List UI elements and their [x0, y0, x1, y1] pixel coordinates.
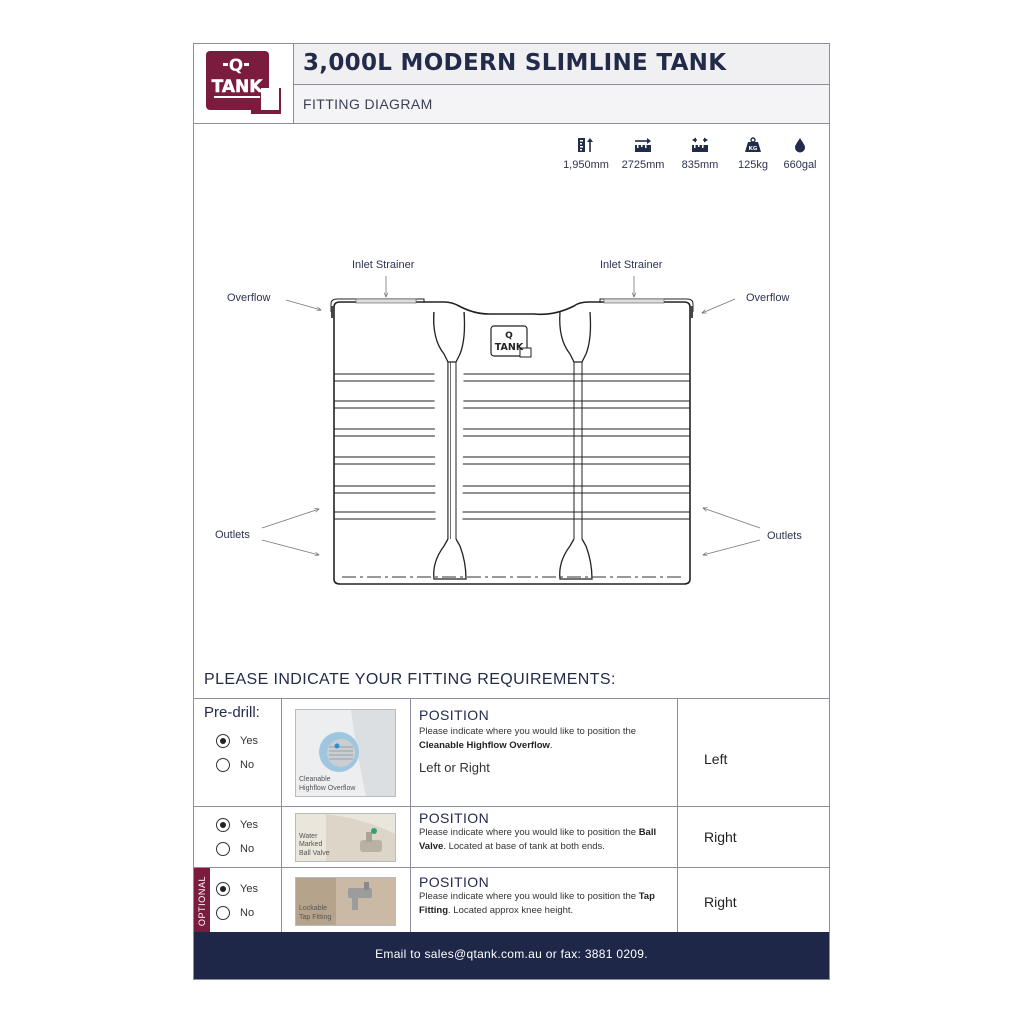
position-title: POSITION — [419, 810, 490, 826]
inlet-strainer-left-label: Inlet Strainer — [352, 259, 415, 271]
photo-caption — [299, 905, 331, 922]
requirements-heading: PLEASE INDICATE YOUR FITTING REQUIREMENTS: — [204, 671, 616, 688]
radio-label: No — [240, 759, 255, 771]
header — [194, 44, 829, 124]
page-subtitle: FITTING DIAGRAM — [303, 96, 433, 112]
table-row — [194, 807, 829, 868]
radio-empty-icon — [216, 842, 230, 856]
height-icon — [577, 137, 595, 153]
instruction-bold: Ball Valve — [419, 827, 657, 852]
logo-word: TANK — [211, 77, 263, 97]
tank-logo-letter: Q — [505, 331, 513, 341]
spec-length — [613, 137, 673, 171]
width-icon — [691, 137, 709, 153]
ball-valve-answer: Right — [704, 829, 737, 845]
table-row — [194, 868, 829, 934]
position-cell — [411, 699, 678, 806]
radio-label: Yes — [240, 883, 258, 895]
table-row — [194, 699, 829, 807]
instruction-text: Please indicate where you would like to position the — [419, 827, 639, 838]
fitting-sheet — [193, 43, 830, 980]
tap-no-radio[interactable] — [216, 906, 254, 920]
length-icon — [634, 137, 652, 153]
overflow-photo — [295, 709, 396, 797]
radio-empty-icon — [216, 758, 230, 772]
spec-width — [670, 137, 730, 171]
footer-contact[interactable]: Email to sales@qtank.com.au or fax: 3881 0209. — [375, 947, 648, 961]
ball-valve-yes-radio[interactable] — [216, 818, 258, 832]
specs-bar — [556, 137, 822, 177]
overflow-answer: Left — [704, 751, 728, 767]
caption-line: Water — [299, 832, 318, 840]
instruction-text: Please indicate where you would like to position the — [419, 726, 637, 737]
instruction-text: . Located approx knee height. — [448, 905, 574, 916]
radio-label: Yes — [240, 735, 258, 747]
caption-line: Marked — [299, 841, 323, 848]
outlets-right-label: Outlets — [767, 530, 802, 542]
radio-selected-icon — [216, 734, 230, 748]
ball-valve-photo — [295, 813, 396, 862]
position-cell — [411, 807, 678, 867]
position-instructions — [419, 826, 674, 854]
spec-capacity — [770, 137, 830, 171]
predrill-cell — [194, 868, 282, 934]
left-or-right-text: Left or Right — [419, 760, 490, 775]
instruction-bold: Tap Fitting — [419, 891, 655, 916]
tank-logo-word: TANK — [494, 342, 524, 353]
radio-empty-icon — [216, 906, 230, 920]
ball-valve-no-radio[interactable] — [216, 842, 254, 856]
radio-selected-icon — [216, 882, 230, 896]
overflow-yes-radio[interactable] — [216, 734, 258, 748]
page-title: 3,000L MODERN SLIMLINE TANK — [303, 50, 727, 76]
instruction-bold: Cleanable Highflow Overflow — [419, 740, 550, 751]
predrill-cell — [194, 699, 282, 806]
answer-cell[interactable] — [678, 699, 829, 806]
water-drop-icon — [791, 137, 809, 153]
position-title: POSITION — [419, 874, 490, 890]
tank-logo — [491, 326, 531, 357]
instruction-text: Please indicate where you would like to position the — [419, 891, 639, 902]
radio-selected-icon — [216, 818, 230, 832]
overflow-no-radio[interactable] — [216, 758, 254, 772]
spec-height-value: 1,950mm — [563, 159, 609, 171]
overflow-left-label: Overflow — [227, 292, 271, 304]
photo-cell — [282, 807, 411, 867]
caption-line: Cleanable — [299, 776, 331, 783]
answer-cell[interactable] — [678, 868, 829, 934]
qtank-logo — [194, 44, 293, 123]
caption-line: Ball Valve — [299, 849, 330, 857]
logo-cell — [194, 44, 294, 123]
caption-line: Lockable — [299, 905, 328, 912]
photo-cell — [282, 868, 411, 934]
logo-letter: Q — [228, 56, 244, 76]
instruction-text: . — [549, 740, 553, 751]
tap-photo — [295, 877, 396, 926]
overflow-right-label: Overflow — [746, 292, 790, 304]
position-instructions — [419, 890, 674, 918]
position-title: POSITION — [419, 707, 490, 723]
spec-length-value: 2725mm — [621, 159, 665, 171]
photo-caption — [299, 776, 355, 793]
predrill-cell — [194, 807, 282, 867]
caption-line: Highflow Overflow — [299, 784, 356, 792]
tap-yes-radio[interactable] — [216, 882, 258, 896]
caption-line: Tap Fitting — [299, 913, 332, 921]
spec-width-value: 835mm — [681, 159, 719, 171]
optional-label: OPTIONAL — [197, 875, 207, 927]
outlets-left-label: Outlets — [215, 529, 250, 541]
tank-drawing — [194, 244, 829, 604]
weight-icon — [744, 137, 762, 153]
photo-cell — [282, 699, 411, 806]
radio-label: No — [240, 843, 255, 855]
instruction-text: . Located at base of tank at both ends. — [443, 841, 605, 852]
spec-weight-value: 125kg — [738, 159, 768, 171]
tank-diagram — [194, 244, 829, 604]
inlet-strainer-right-label: Inlet Strainer — [600, 259, 663, 271]
weight-badge: KG — [748, 146, 758, 152]
radio-label: Yes — [240, 819, 258, 831]
answer-cell[interactable] — [678, 807, 829, 867]
spec-height — [556, 137, 616, 171]
spec-capacity-value: 660gal — [783, 159, 817, 171]
footer — [194, 932, 829, 979]
radio-label: No — [240, 907, 255, 919]
position-cell — [411, 868, 678, 934]
title-row — [294, 44, 829, 85]
requirements-table — [194, 698, 829, 934]
optional-tag — [194, 868, 210, 934]
photo-caption — [299, 833, 330, 859]
position-instructions — [419, 725, 674, 753]
predrill-label: Pre-drill: — [204, 704, 260, 721]
subtitle-row — [294, 85, 829, 123]
tap-answer: Right — [704, 894, 737, 910]
